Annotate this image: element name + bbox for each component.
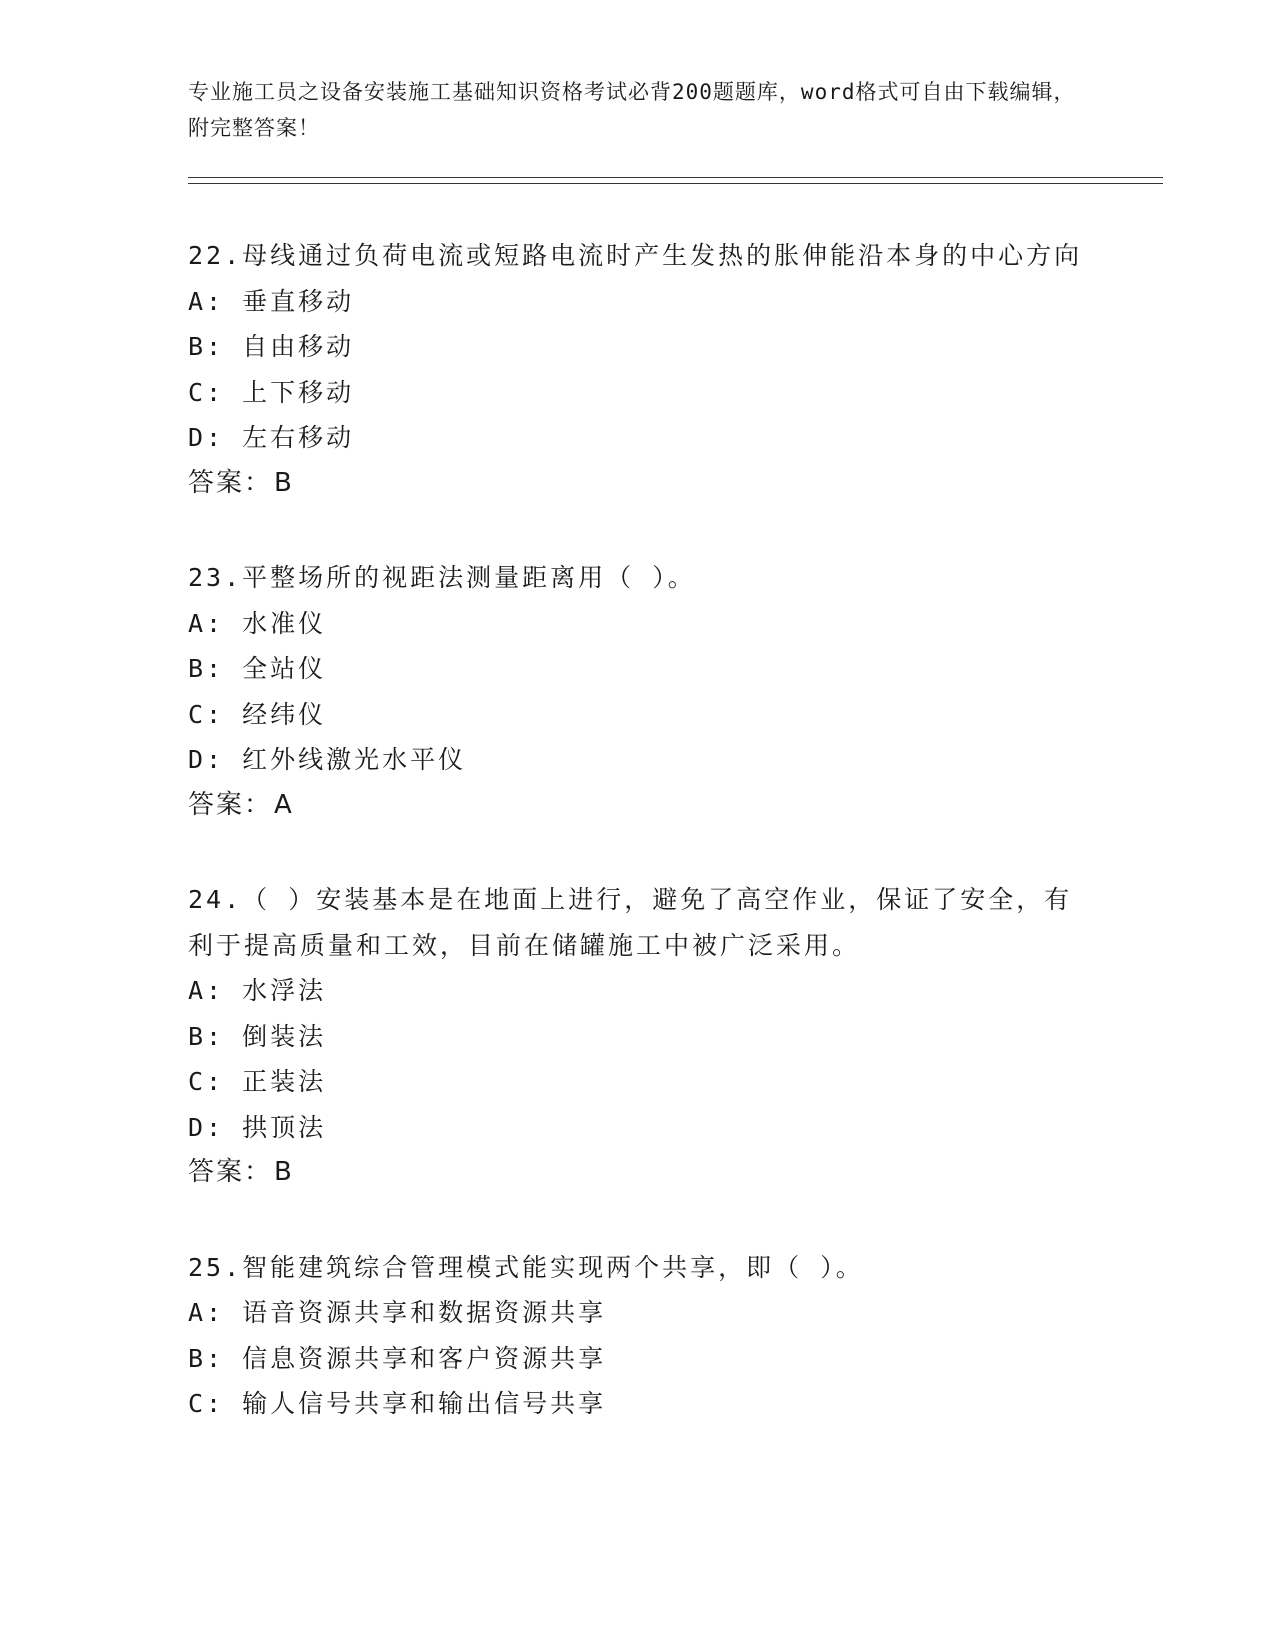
answer-label: 答案： <box>188 789 273 820</box>
question-stem: 25.智能建筑综合管理模式能实现两个共享，即（ ）。 <box>188 1252 864 1282</box>
answer-line <box>188 461 1088 507</box>
option-b: B: 自由移动 <box>188 332 355 361</box>
answer-line <box>188 783 1088 829</box>
question-list <box>188 233 1088 1476</box>
option-c: C: 正装法 <box>188 1067 327 1096</box>
answer-label: 答案： <box>188 467 273 498</box>
option-a: A: 语音资源共享和数据资源共享 <box>188 1298 607 1327</box>
question-stem: 24.（ ）安装基本是在地面上进行，避免了高空作业，保证了安全，有利于提高质量和工效，目前在储罐施工中被广泛采用。 <box>188 885 1073 960</box>
option-b: B: 信息资源共享和客户资源共享 <box>188 1343 607 1373</box>
option-c: C: 上下移动 <box>188 377 355 407</box>
answer-value: B <box>274 467 294 498</box>
header-divider-top <box>188 177 1163 178</box>
document-header: 专业施工员之设备安装施工基础知识资格考试必背200题题库，word格式可自由下载编辑，附完整答案！ <box>188 80 1076 140</box>
question-stem: 22.母线通过负荷电流或短路电流时产生发热的胀伸能沿本身的中心方向 <box>188 241 1083 270</box>
question-stem: 23.平整场所的视距法测量距离用（ ）。 <box>188 563 696 592</box>
option-c: C: 输人信号共享和输出信号共享 <box>188 1389 607 1418</box>
option-a: A: 水准仪 <box>188 608 327 638</box>
option-b: B: 全站仪 <box>188 654 327 683</box>
answer-value: A <box>274 789 294 820</box>
option-d: D: 左右移动 <box>188 423 355 452</box>
answer-label: 答案： <box>188 1157 273 1187</box>
option-c: C: 经纬仪 <box>188 699 327 729</box>
question-22 <box>188 233 1088 506</box>
option-d: D: 拱顶法 <box>188 1112 327 1142</box>
question-25 <box>188 1245 1088 1427</box>
option-a: A: 水浮法 <box>188 976 327 1005</box>
question-24 <box>188 877 1088 1196</box>
answer-value: B <box>274 1157 294 1187</box>
question-23 <box>188 555 1088 828</box>
option-d: D: 红外线激光水平仪 <box>188 745 467 774</box>
answer-line <box>188 1150 1088 1196</box>
option-a: A: 垂直移动 <box>188 286 355 316</box>
option-b: B: 倒装法 <box>188 1021 327 1051</box>
header-divider-bottom <box>188 183 1163 184</box>
